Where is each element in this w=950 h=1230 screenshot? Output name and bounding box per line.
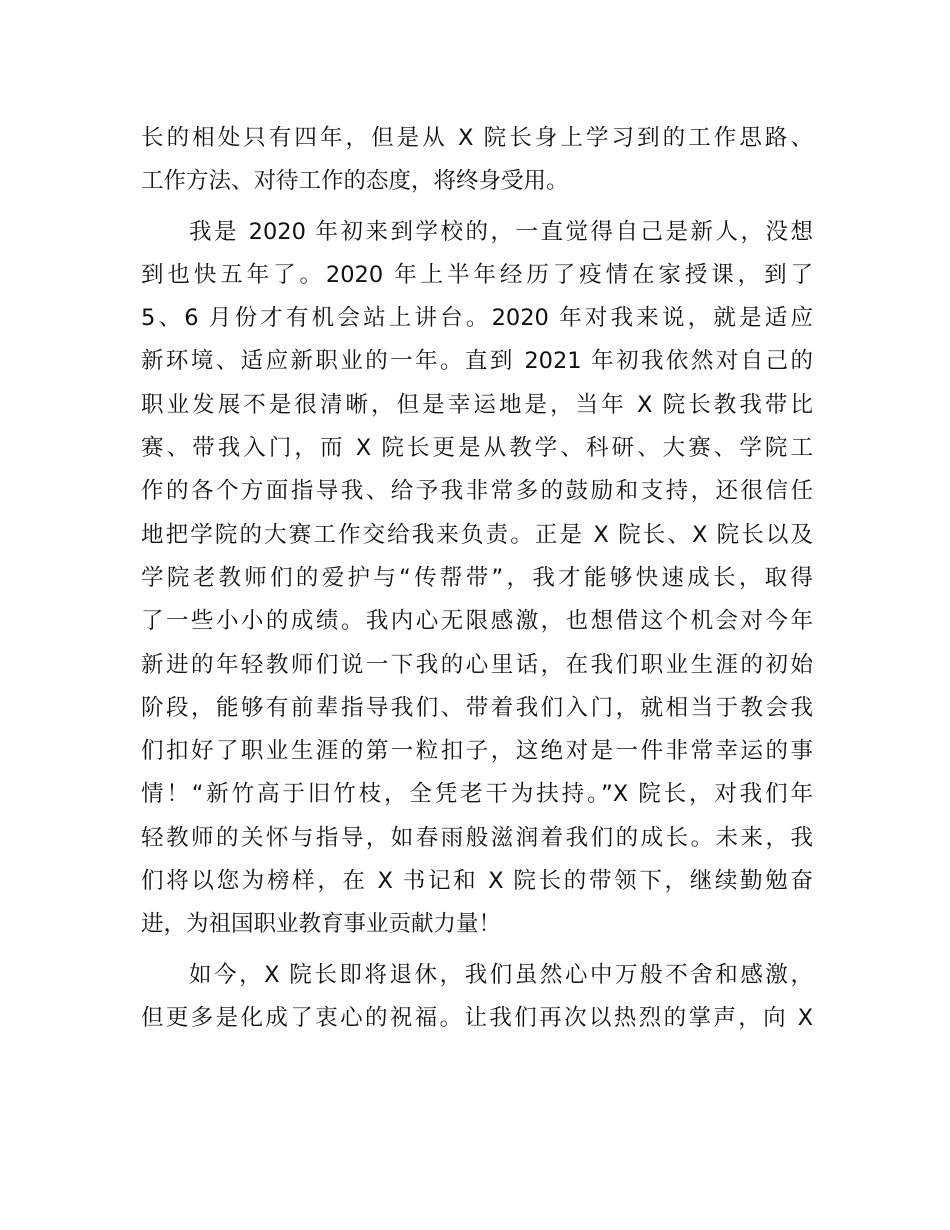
text-line: 作的各个方面指导我、给予我非常多的鼓励和支持，还很信任	[141, 478, 813, 505]
text-line: 们扣好了职业生涯的第一粒扣子，这绝对是一件非常幸运的事	[141, 738, 813, 765]
text-line: 了一些小小的成绩。我内心无限感激，也想借这个机会对今年	[141, 608, 813, 635]
text-line: 们将以您为榜样，在 X 书记和 X 院长的带领下，继续勤勉奋	[141, 868, 813, 895]
text-line: 到也快五年了。2020 年上半年经历了疫情在家授课，到了	[141, 261, 813, 288]
text-line: 如今，X 院长即将退休，我们虽然心中万般不舍和感激，	[189, 961, 813, 988]
text-line: 但更多是化成了衷心的祝福。让我们再次以热烈的掌声，向 X	[141, 1004, 813, 1031]
paragraph-1	[141, 117, 813, 204]
paragraph-2	[141, 211, 813, 947]
paragraph-3	[141, 954, 813, 1041]
text-line: 学院老教师们的爱护与“传帮带”，我才能够快速成长，取得	[141, 564, 813, 591]
text-line: 职业发展不是很清晰，但是幸运地是，当年 X 院长教我带比	[141, 391, 813, 418]
text-line: 地把学院的大赛工作交给我来负责。正是 X 院长、X 院长以及	[141, 521, 813, 548]
text-line: 新进的年轻教师们说一下我的心里话，在我们职业生涯的初始	[141, 651, 813, 678]
text-line: 工作方法、对待工作的态度，将终身受用。	[141, 168, 569, 195]
text-line: 我是 2020 年初来到学校的，一直觉得自己是新人，没想	[189, 218, 813, 245]
text-line: 新环境、适应新职业的一年。直到 2021 年初我依然对自己的	[141, 348, 813, 375]
text-line: 阶段，能够有前辈指导我们、带着我们入门，就相当于教会我	[141, 694, 813, 721]
text-line: 轻教师的关怀与指导，如春雨般滋润着我们的成长。未来，我	[141, 824, 813, 851]
text-line: 长的相处只有四年，但是从 X 院长身上学习到的工作思路、	[141, 125, 813, 151]
text-line: 情！“新竹高于旧竹枝，全凭老干为扶持。”X 院长，对我们年	[141, 781, 813, 808]
body-text	[141, 117, 813, 1040]
text-line: 进，为祖国职业教育事业贡献力量！	[141, 911, 502, 938]
text-line: 5、6 月份才有机会站上讲台。2020 年对我来说，就是适应	[141, 305, 813, 332]
text-line: 赛、带我入门，而 X 院长更是从教学、科研、大赛、学院工	[141, 435, 813, 462]
